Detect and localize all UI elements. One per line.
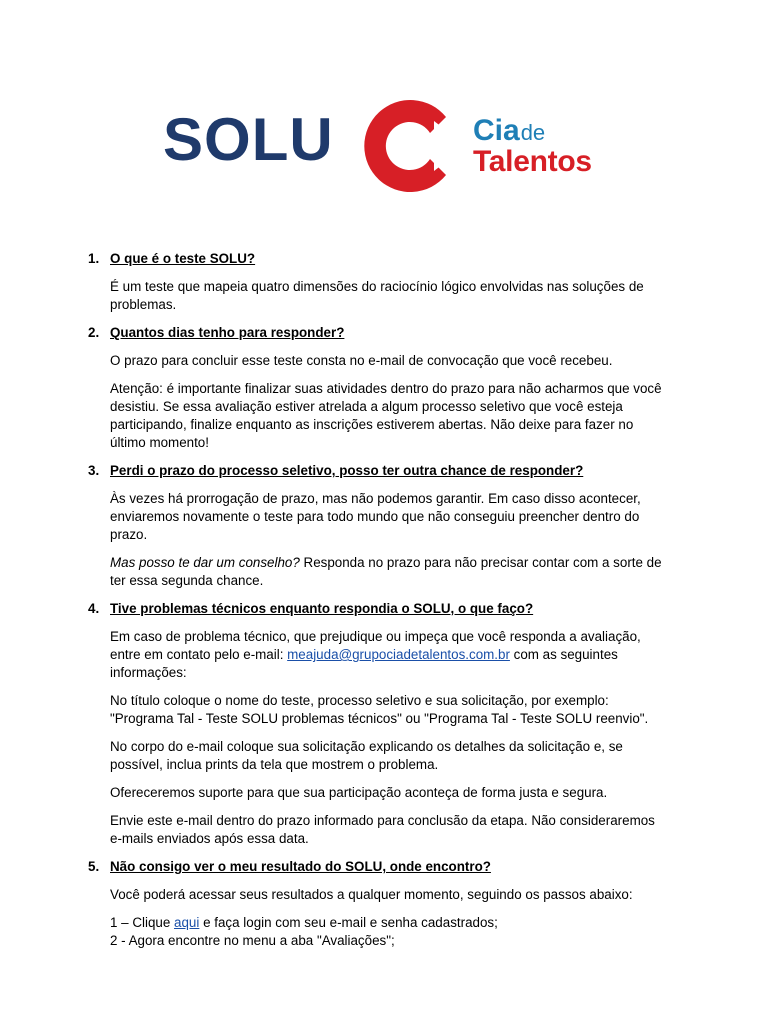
question-title: Não consigo ver o meu resultado do SOLU, onde encontro? [110,859,491,874]
question-number: 1. [88,251,100,266]
de-word: de [520,120,546,145]
question-1 [88,250,668,268]
question-3 [88,462,668,480]
answer-paragraph: Atenção: é importante finalizar suas atividades dentro do prazo para não acharmos que você desistiu. Se essa avaliação estiver atrelada a algum processo seletivo que você esteja participando, finalize enquanto as inscrições estiverem abertas. Não deixe para fazer no último momento! [110,381,662,450]
question-title: Perdi o prazo do processo seletivo, posso ter outra chance de responder? [110,463,584,478]
support-email-link[interactable]: meajuda@grupociadetalentos.com.br [287,647,510,662]
step-1 [110,914,668,932]
question-title: Quantos dias tenho para responder? [110,325,345,340]
answer-paragraph: Ofereceremos suporte para que sua participação aconteça de forma justa e segura. [110,785,608,800]
step-1-text-before: 1 – Clique [110,915,175,930]
cia-de-talentos-wordmark [473,116,592,177]
answer-paragraph: Você poderá acessar seus resultados a qualquer momento, seguindo os passos abaixo: [110,887,633,902]
answer-paragraph: O prazo para concluir esse teste consta no e-mail de convocação que você recebeu. [110,353,613,368]
answer-paragraph: Às vezes há prorrogação de prazo, mas não podemos garantir. Em caso disso acontecer, enviaremos novamente o teste para todo mundo que não conseguiu preencher dentro do prazo. [110,491,641,542]
advice-text: Responda no prazo para não precisar contar com a sorte de ter essa segunda chance. [110,555,662,588]
answer-paragraph: No título coloque o nome do teste, processo seletivo e sua solicitação, por exemplo: "Programa Tal - Teste SOLU problemas técnicos" ou "Programa Tal - Teste SOLU reenvio". [110,693,649,726]
question-number: 3. [88,463,100,478]
contact-text-before: Em caso de problema técnico, que prejudique ou impeça que você responda a avaliação, entre em contato pelo e-mail: [110,629,641,662]
step-2: 2 - Agora encontre no menu a aba "Avaliações"; [110,933,395,948]
question-title: O que é o teste SOLU? [110,251,256,266]
answer-paragraph: Envie este e-mail dentro do prazo informado para conclusão da etapa. Não consideraremos e-mails enviados após essa data. [110,813,655,846]
question-title: Tive problemas técnicos enquanto respondia o SOLU, o que faço? [110,601,534,616]
question-5 [88,858,668,876]
advice-paragraph [110,554,668,590]
question-number: 4. [88,601,100,616]
advice-question: Mas posso te dar um conselho? [110,555,300,570]
faq-content [88,250,668,950]
answer-paragraph: No corpo do e-mail coloque sua solicitação explicando os detalhes da solicitação e, se possível, inclua prints da tela que mostrem o problema. [110,739,623,772]
solu-logo: SOLU [163,106,334,173]
answer-paragraph: É um teste que mapeia quatro dimensões do raciocínio lógico envolvidas nas soluções de problemas. [110,279,644,312]
talentos-word: Talentos [473,145,592,178]
contact-paragraph [110,628,668,682]
cia-de-talentos-c-logo-icon [362,95,468,197]
question-number: 5. [88,859,100,874]
step-1-text-after: e faça login com seu e-mail e senha cadastrados; [199,915,498,930]
cia-word: Cia [473,114,520,147]
logo-header [0,90,768,210]
question-4 [88,600,668,618]
question-2 [88,324,668,342]
contact-text-after: com as seguintes informações: [110,647,618,680]
question-number: 2. [88,325,100,340]
aqui-link[interactable]: aqui [174,915,200,930]
